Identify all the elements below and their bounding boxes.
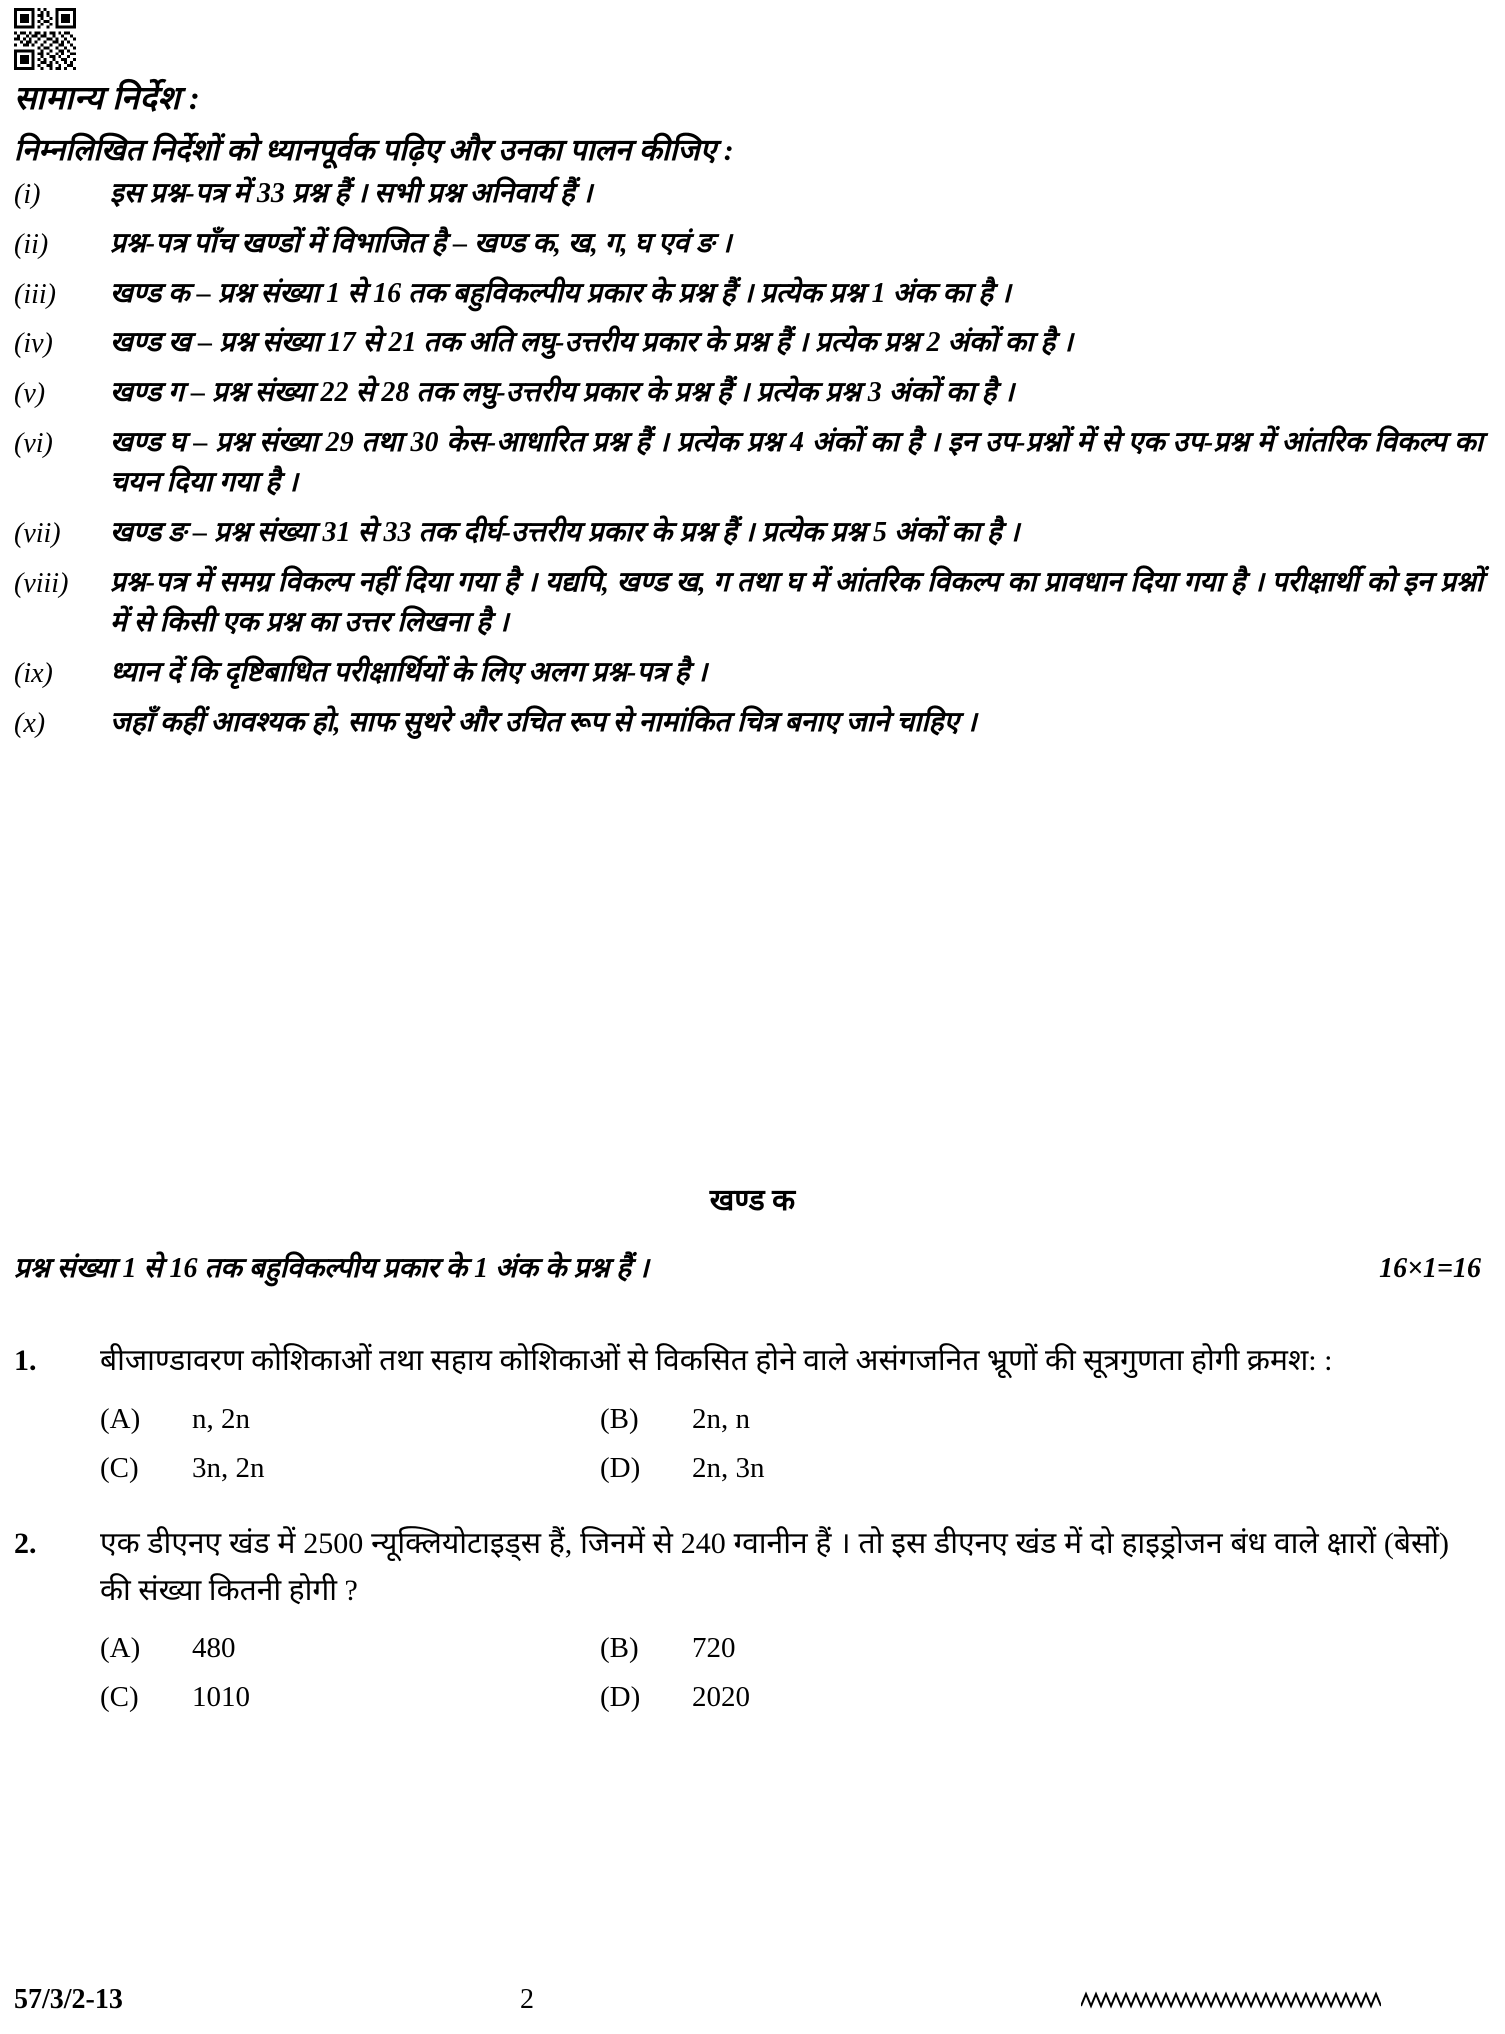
section-marks-value: 16×1=16: [1379, 1253, 1481, 1284]
instruction-text: खण्ड ङ – प्रश्न संख्या 31 से 33 तक दीर्घ-उत्तरीय प्रकार के प्रश्न हैं । प्रत्येक प्रश्न 5 अंकों का है ।: [110, 516, 1020, 548]
option-a[interactable]: [100, 1403, 600, 1436]
instruction-number: (vi): [14, 427, 53, 459]
option-label: (A): [100, 1402, 141, 1435]
instruction-text: प्रश्न-पत्र पाँच खण्डों में विभाजित है – खण्ड क, ख, ग, घ एवं ङ ।: [110, 227, 732, 259]
zigzag-decoration-icon: [1081, 1988, 1381, 2016]
instruction-text: खण्ड क – प्रश्न संख्या 1 से 16 तक बहुविकल्पीय प्रकार के प्रश्न हैं । प्रत्येक प्रश्न 1 अंक का है ।: [110, 277, 1011, 309]
instruction-item: [14, 323, 1489, 364]
question-text: एक डीएनए खंड में 2500 न्यूक्लियोटाइड्स हैं, जिनमें से 240 ग्वानीन हैं । तो इस डीएनए खंड में दो हाइड्रोजन बंध वाले क्षारों (बेसों) की संख्या कितनी होगी ?: [100, 1526, 1449, 1607]
instruction-item: [14, 703, 1489, 744]
instruction-number: (v): [14, 378, 46, 409]
questions-list: [14, 1338, 1489, 1750]
paper-code: 57/3/2-13: [14, 1984, 123, 2015]
option-row: [100, 1403, 1489, 1436]
instruction-item: [14, 174, 1489, 215]
option-label: (B): [600, 1402, 639, 1435]
section-marks-description: प्रश्न संख्या 1 से 16 तक बहुविकल्पीय प्रकार के 1 अंक के प्रश्न हैं ।: [14, 1253, 649, 1284]
instruction-item: [14, 513, 1489, 554]
question-block: [14, 1338, 1489, 1485]
question-options: [14, 1403, 1489, 1485]
instruction-text: ध्यान दें कि दृष्टिबाधित परीक्षार्थियों के लिए अलग प्रश्न-पत्र है ।: [110, 656, 708, 688]
option-label: (C): [100, 1681, 139, 1714]
instruction-text: खण्ड ग – प्रश्न संख्या 22 से 28 तक लघु-उत्तरीय प्रकार के प्रश्न हैं । प्रत्येक प्रश्न 3 अंकों का है ।: [110, 377, 1015, 408]
option-value: 3n, 2n: [192, 1451, 265, 1484]
general-instructions-heading: सामान्य निर्देश :: [14, 81, 201, 117]
option-row: [100, 1632, 1489, 1665]
instruction-text: खण्ड घ – प्रश्न संख्या 29 तथा 30 केस-आधारित प्रश्न हैं । प्रत्येक प्रश्न 4 अंकों का है । इन उप-प्रश्नों में से एक उप-प्रश्न में आंतरिक विकल्प का चयन दिया गया है ।: [110, 426, 1483, 499]
instruction-item: [14, 423, 1489, 504]
question-number: 2.: [14, 1526, 37, 1560]
instructions-list: [14, 174, 1489, 752]
option-label: (C): [100, 1451, 139, 1484]
instruction-item: [14, 274, 1489, 315]
option-label: (D): [600, 1451, 641, 1484]
question-heading: [14, 1338, 1489, 1385]
option-c[interactable]: [100, 1452, 600, 1485]
option-value: 2n, n: [692, 1402, 750, 1435]
option-c[interactable]: [100, 1681, 600, 1714]
question-heading: [14, 1521, 1489, 1615]
page-number: 2: [519, 1984, 534, 2015]
instruction-text: जहाँ कहीं आवश्यक हो, साफ सुथरे और उचित रूप से नामांकित चित्र बनाए जाने चाहिए ।: [110, 706, 977, 738]
instructions-intro-line: निम्नलिखित निर्देशों को ध्यानपूर्वक पढ़िए और उनका पालन कीजिए :: [14, 134, 734, 167]
instruction-item: [14, 653, 1489, 694]
option-row: [100, 1452, 1489, 1485]
option-value: 720: [692, 1632, 736, 1665]
question-text: बीजाण्डावरण कोशिकाओं तथा सहाय कोशिकाओं से विकसित होने वाले असंगजनित भ्रूणों की सूत्रगुणता होगी क्रमश: :: [100, 1344, 1333, 1377]
instruction-item: [14, 563, 1489, 644]
instruction-number: (iii): [14, 278, 56, 310]
instruction-number: (vii): [14, 517, 61, 549]
instruction-number: (ix): [14, 657, 53, 689]
instruction-number: (i): [14, 179, 41, 210]
instruction-item: [14, 373, 1489, 414]
option-b[interactable]: [600, 1632, 1489, 1665]
option-label: (B): [600, 1632, 639, 1665]
option-row: [100, 1681, 1489, 1714]
instruction-number: (x): [14, 707, 46, 739]
instruction-text: खण्ड ख – प्रश्न संख्या 17 से 21 तक अति लघु-उत्तरीय प्रकार के प्रश्न हैं । प्रत्येक प्रश्न 2 अंकों का है ।: [110, 327, 1073, 359]
option-value: n, 2n: [192, 1402, 250, 1435]
option-value: 480: [192, 1632, 236, 1665]
option-b[interactable]: [600, 1403, 1489, 1436]
option-value: 1010: [192, 1681, 250, 1714]
instruction-text: प्रश्न-पत्र में समग्र विकल्प नहीं दिया गया है । यद्यपि, खण्ड ख, ग तथा घ में आंतरिक विकल्प का प्रावधान दिया गया है । परीक्षार्थी को इन प्रश्नों में से किसी एक प्रश्न का उत्तर लिखना है ।: [110, 566, 1483, 639]
question-number: 1.: [14, 1344, 37, 1377]
option-value: 2020: [692, 1681, 750, 1714]
option-value: 2n, 3n: [692, 1451, 765, 1484]
instruction-text: इस प्रश्न-पत्र में 33 प्रश्न हैं । सभी प्रश्न अनिवार्य हैं ।: [110, 178, 593, 209]
instruction-number: (viii): [14, 567, 69, 599]
instruction-item: [14, 224, 1489, 265]
instruction-number: (iv): [14, 328, 53, 360]
question-options: [14, 1632, 1489, 1714]
option-d[interactable]: [600, 1452, 1489, 1485]
option-label: (D): [600, 1681, 641, 1714]
option-d[interactable]: [600, 1681, 1489, 1714]
qr-code-icon: [14, 8, 76, 70]
option-label: (A): [100, 1632, 141, 1665]
page-footer: [14, 1984, 1491, 2016]
section-title: खण्ड क: [709, 1184, 796, 1217]
option-a[interactable]: [100, 1632, 600, 1665]
section-marks-row: [14, 1248, 1491, 1286]
instruction-number: (ii): [14, 228, 49, 260]
question-block: [14, 1521, 1489, 1715]
